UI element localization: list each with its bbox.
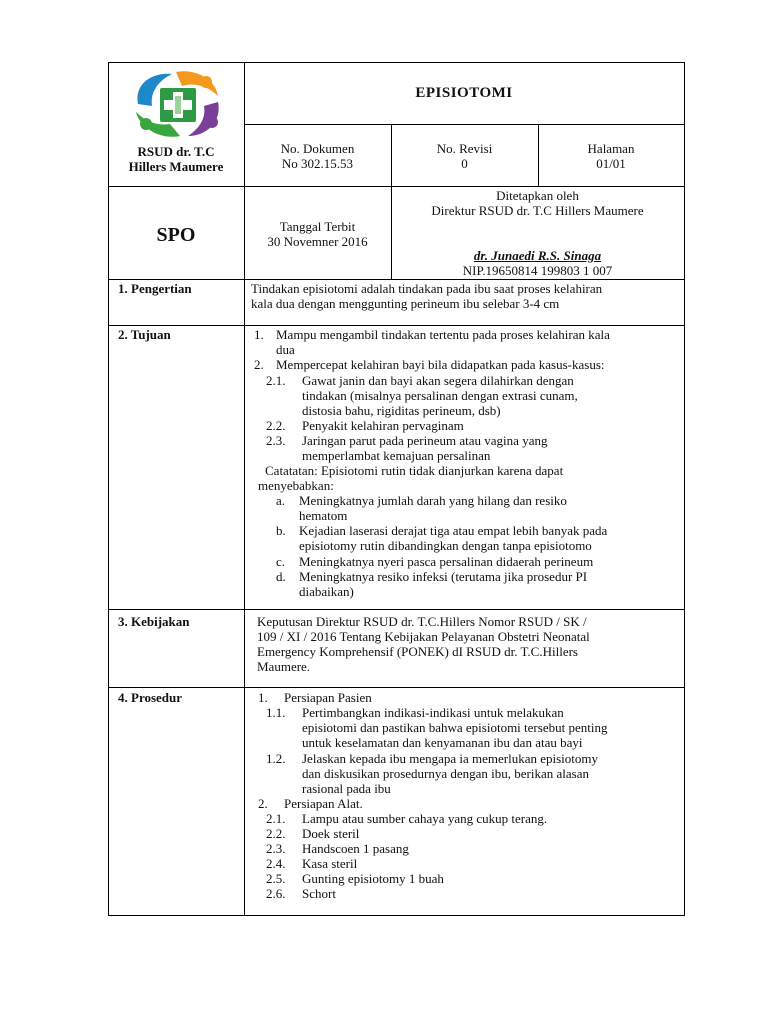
list-item: dan diskusikan prosedurnya dengan ibu, berikan alasan [302, 766, 590, 781]
list-item: dua [276, 342, 295, 357]
list-item: Pertimbangkan indikasi-indikasi untuk melakukan [302, 705, 564, 720]
list-item: Doek steril [302, 826, 360, 841]
list-item: memperlambat kemajuan persalinan [302, 448, 491, 463]
list-item-number: 2.3. [266, 841, 286, 856]
list-item: untuk keselamatan dan kenyamanan ibu dan atau bayi [302, 735, 583, 750]
list-item: Jelaskan kepada ibu mengapa ia memerlukan episiotomy [302, 751, 599, 766]
org-name-line1: RSUD dr. T.C [137, 144, 215, 159]
section-label-tujuan: 2. Tujuan [118, 327, 171, 342]
list-item-number: 1.1. [266, 705, 286, 720]
approved-by-line1: Ditetapkan oleh [496, 188, 579, 203]
list-item: Mempercepat kelahiran bayi bila didapatkan pada kasus-kasus: [276, 357, 605, 372]
list-item: Jaringan parut pada perineum atau vagina yang [302, 433, 548, 448]
list-item: Persiapan Alat. [284, 796, 363, 811]
list-item-number: 2.5. [266, 871, 286, 886]
section-label-kebijakan: 3. Kebijakan [118, 614, 190, 629]
list-item-number: 2.6. [266, 886, 286, 901]
list-item-number: a. [276, 493, 286, 508]
signer-nip: NIP.19650814 199803 1 007 [462, 263, 613, 278]
list-item: Gawat janin dan bayi akan segera dilahirkan dengan [302, 373, 574, 388]
list-item-number: 1. [258, 690, 268, 705]
pengertian-text-line1: Tindakan episiotomi adalah tindakan pada ibu saat proses kelahiran [251, 281, 603, 296]
list-item-number: 2.1. [266, 811, 286, 826]
list-item: Gunting episiotomy 1 buah [302, 871, 444, 886]
list-item-number: 2.2. [266, 418, 286, 433]
section-label-prosedur: 4. Prosedur [118, 690, 183, 705]
hospital-logo [130, 66, 224, 140]
list-item: tindakan (misalnya persalinan dengan extrasi cunam, [302, 388, 578, 403]
list-item: Meningkatnya nyeri pasca persalinan didaerah perineum [299, 554, 594, 569]
list-item: Mampu mengambil tindakan tertentu pada proses kelahiran kala [276, 327, 610, 342]
list-item: Schort [302, 886, 336, 901]
list-item-number: 2.4. [266, 856, 286, 871]
list-item-number: c. [276, 554, 286, 569]
list-item-number: 2.2. [266, 826, 286, 841]
list-item: Meningkatnya resiko infeksi (terutama jika prosedur PI [299, 569, 588, 584]
list-item-number: 1. [254, 327, 264, 342]
list-item: Kasa steril [302, 856, 358, 871]
org-name-line2: Hillers Maumere [128, 159, 224, 174]
approved-by-line2: Direktur RSUD dr. T.C Hillers Maumere [431, 203, 644, 218]
doc-number-label: No. Dokumen [280, 141, 355, 156]
spo-label: SPO [156, 224, 196, 246]
document-title: EPISIOTOMI [415, 85, 513, 101]
pengertian-text-line2: kala dua dengan menggunting perineum ibu selebar 3-4 cm [251, 296, 560, 311]
page-value: 01/01 [596, 156, 626, 171]
doc-number-value: No 302.15.53 [281, 156, 354, 171]
list-item: Persiapan Pasien [284, 690, 372, 705]
issue-date-label: Tanggal Terbit [279, 219, 356, 234]
list-item: diabaikan) [299, 584, 354, 599]
list-item-number: 2. [258, 796, 268, 811]
list-item: Kejadian laserasi derajat tiga atau empat lebih banyak pada [299, 523, 608, 538]
revision-label: No. Revisi [436, 141, 493, 156]
kebijakan-text-line2: 109 / XI / 2016 Tentang Kebijakan Pelayanan Obstetri Neonatal [257, 629, 590, 644]
list-item: Handscoen 1 pasang [302, 841, 409, 856]
list-item: rasional pada ibu [302, 781, 391, 796]
note-text: Catatatan: Episiotomi rutin tidak dianjurkan karena dapat [265, 463, 564, 478]
list-item: Lampu atau sumber cahaya yang cukup terang. [302, 811, 548, 826]
issue-date-value: 30 Novemner 2016 [267, 234, 368, 249]
page-label: Halaman [587, 141, 635, 156]
note-text: menyebabkan: [258, 478, 334, 493]
list-item-number: 2.3. [266, 433, 286, 448]
list-item: episiotomy rutin dibandingkan dengan tanpa episiotomo [299, 538, 592, 553]
kebijakan-text-line4: Maumere. [257, 659, 311, 674]
list-item-number: 1.2. [266, 751, 286, 766]
list-item: episiotomi dan pastikan bahwa episiotomi tersebut penting [302, 720, 608, 735]
list-item-number: 2.1. [266, 373, 286, 388]
kebijakan-text-line3: Emergency Komprehensif (PONEK) dI RSUD dr. T.C.Hillers [257, 644, 578, 659]
list-item-number: b. [276, 523, 286, 538]
list-item: distosia bahu, rigiditas perineum, dsb) [302, 403, 501, 418]
signer-name: dr. Junaedi R.S. Sinaga [473, 248, 602, 263]
list-item: Penyakit kelahiran pervaginam [302, 418, 464, 433]
section-label-pengertian: 1. Pengertian [118, 281, 192, 296]
revision-value: 0 [461, 156, 468, 171]
list-item: Meningkatnya jumlah darah yang hilang dan resiko [299, 493, 567, 508]
list-item: hematom [299, 508, 348, 523]
kebijakan-text-line1: Keputusan Direktur RSUD dr. T.C.Hillers Nomor RSUD / SK / [257, 614, 587, 629]
list-item-number: 2. [254, 357, 264, 372]
list-item-number: d. [276, 569, 286, 584]
